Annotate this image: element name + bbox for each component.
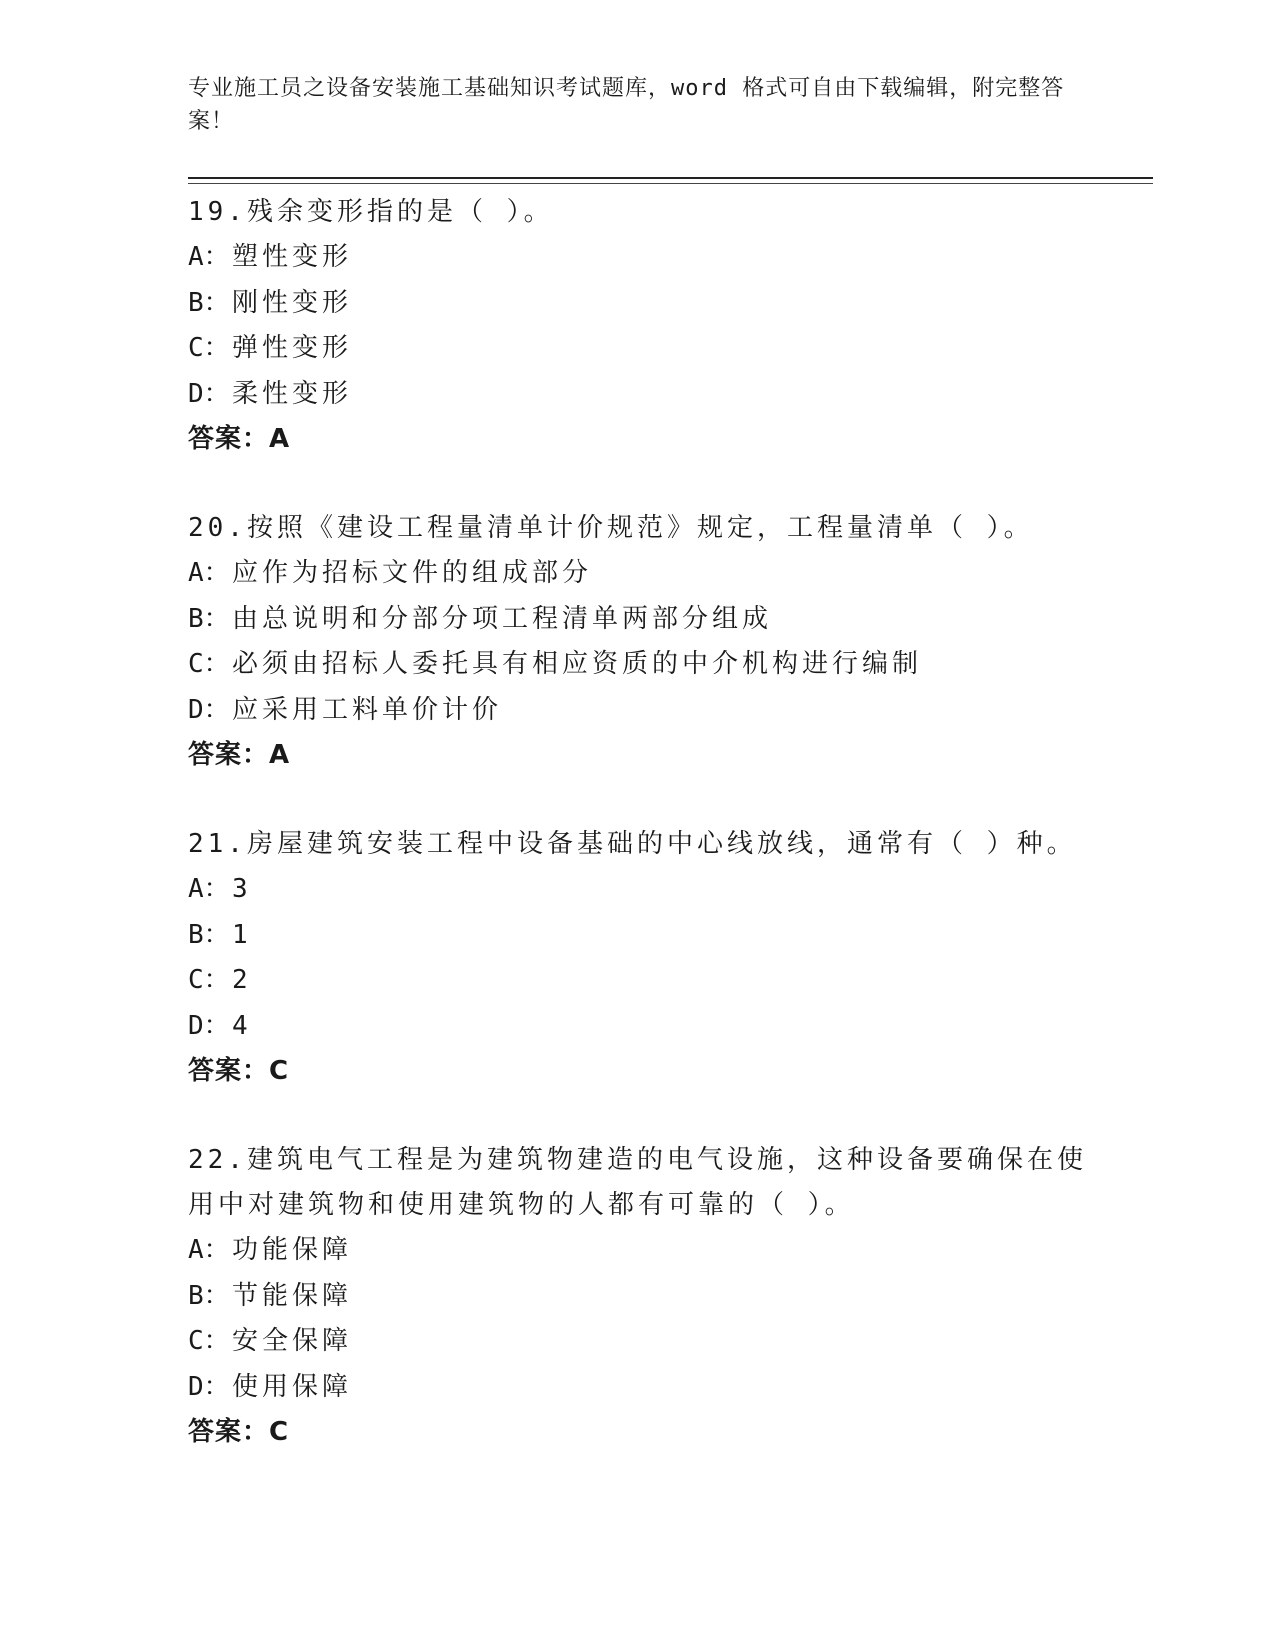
- option-key: A：: [188, 1235, 230, 1265]
- answer-line: 答案：C: [188, 1056, 290, 1086]
- document-header: 专业施工员之设备安装施工基础知识考试题库，word 格式可自由下载编辑，附完整答案！: [188, 76, 1065, 134]
- option-key: C：: [188, 965, 230, 995]
- option-text: 塑性变形: [232, 242, 353, 272]
- question-list: [188, 190, 1088, 1499]
- option-key: A：: [188, 874, 230, 904]
- question-20: [188, 506, 1088, 778]
- header-divider-thick: [188, 177, 1153, 179]
- option-text: 4: [232, 1010, 252, 1041]
- option-b: [188, 1274, 1088, 1320]
- option-text: 功能保障: [232, 1235, 353, 1265]
- option-text: 安全保障: [232, 1326, 353, 1356]
- question-stem: 21.房屋建筑安装工程中设备基础的中心线放线，通常有（ ）种。: [188, 829, 1077, 859]
- option-text: 使用保障: [232, 1371, 353, 1402]
- option-b: [188, 597, 1088, 643]
- option-key: B：: [188, 1280, 230, 1311]
- option-key: C：: [188, 649, 230, 679]
- option-key: D：: [188, 378, 230, 409]
- question-stem: 22.建筑电气工程是为建筑物建造的电气设施，这种设备要确保在使用中对建筑物和使用建筑物的人都有可靠的（ ）。: [188, 1145, 1087, 1220]
- option-a: [188, 1228, 1088, 1274]
- header-divider-thin: [188, 183, 1153, 184]
- option-c: [188, 642, 1088, 688]
- option-d: [188, 688, 1088, 734]
- option-key: C：: [188, 333, 230, 363]
- option-text: 2: [232, 965, 252, 995]
- option-text: 应作为招标文件的组成部分: [232, 558, 593, 588]
- option-text: 必须由招标人委托具有相应资质的中介机构进行编制: [232, 649, 923, 679]
- option-key: D：: [188, 1010, 230, 1041]
- option-text: 应采用工料单价计价: [232, 694, 503, 725]
- question-stem: 20.按照《建设工程量清单计价规范》规定，工程量清单（ ）。: [188, 513, 1034, 543]
- option-text: 由总说明和分部分项工程清单两部分组成: [232, 603, 773, 634]
- option-b: [188, 913, 1088, 959]
- option-key: D：: [188, 694, 230, 725]
- question-19: [188, 190, 1088, 462]
- answer-line: 答案：A: [188, 424, 291, 454]
- option-text: 3: [232, 874, 252, 904]
- option-b: [188, 281, 1088, 327]
- option-a: [188, 235, 1088, 281]
- option-text: 弹性变形: [232, 333, 353, 363]
- option-text: 柔性变形: [232, 378, 353, 409]
- option-key: B：: [188, 287, 230, 318]
- option-text: 1: [232, 919, 252, 950]
- option-key: C：: [188, 1326, 230, 1356]
- answer-line: 答案：C: [188, 1417, 290, 1447]
- option-a: [188, 867, 1088, 913]
- option-a: [188, 551, 1088, 597]
- option-text: 节能保障: [232, 1280, 353, 1311]
- option-c: [188, 326, 1088, 372]
- option-text: 刚性变形: [232, 287, 353, 318]
- option-c: [188, 1319, 1088, 1365]
- option-key: A：: [188, 242, 230, 272]
- option-key: B：: [188, 919, 230, 950]
- option-c: [188, 958, 1088, 1004]
- answer-line: 答案：A: [188, 740, 291, 770]
- option-d: [188, 372, 1088, 418]
- question-22: [188, 1138, 1088, 1455]
- question-21: [188, 822, 1088, 1094]
- option-key: A：: [188, 558, 230, 588]
- option-key: B：: [188, 603, 230, 634]
- option-key: D：: [188, 1371, 230, 1402]
- option-d: [188, 1004, 1088, 1050]
- question-stem: 19.残余变形指的是（ ）。: [188, 197, 554, 227]
- option-d: [188, 1365, 1088, 1411]
